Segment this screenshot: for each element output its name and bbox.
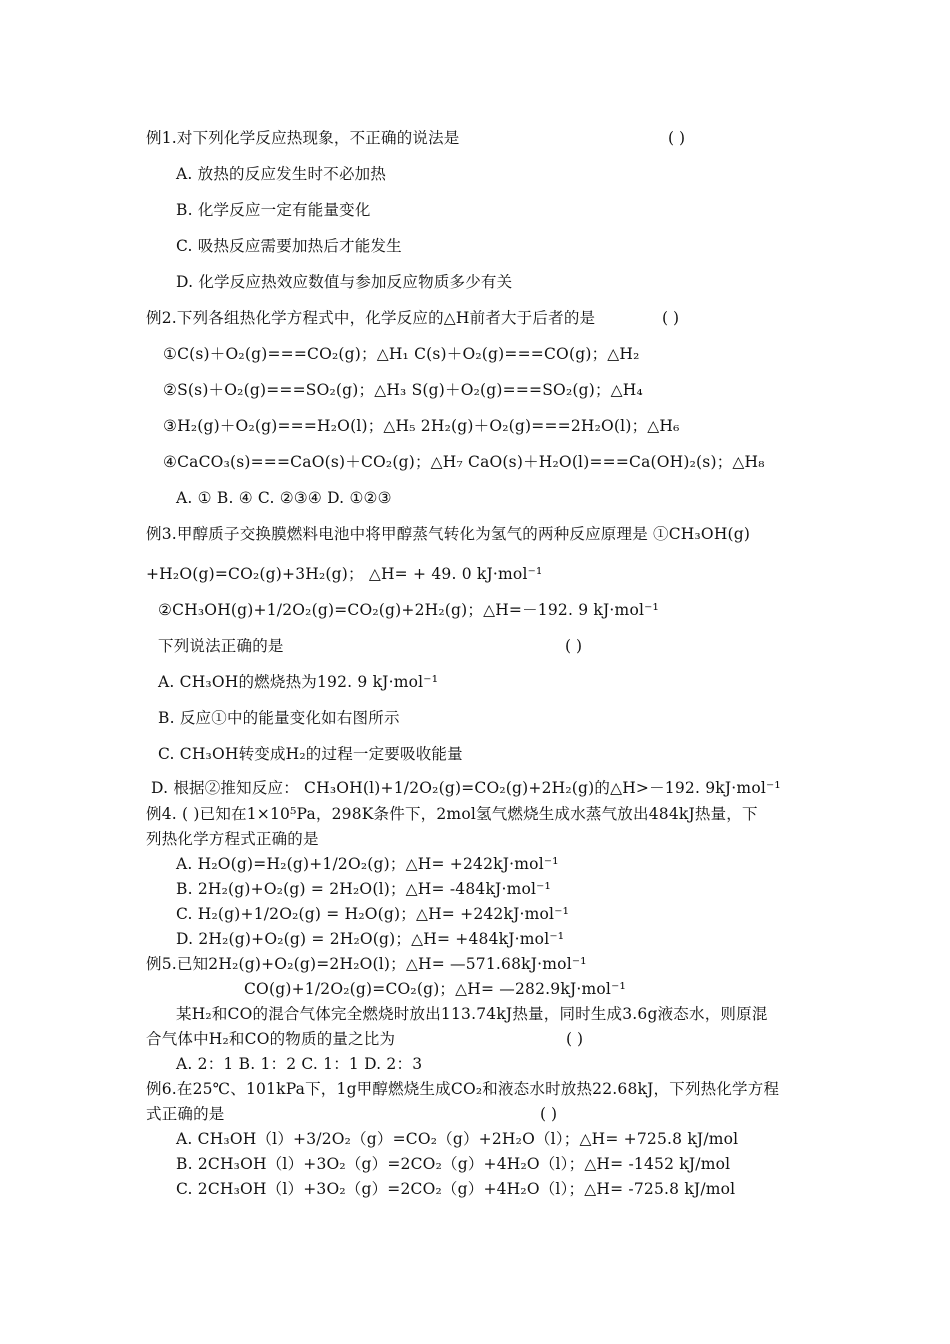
ex3-reaction-2: ②CH₃OH(g)+1/2O₂(g)=CO₂(g)+2H₂(g)；△H=－192. 9 kJ·mol⁻¹	[158, 601, 659, 619]
ex3-answer-blank: ( )	[565, 637, 583, 655]
ex1-answer-blank: ( )	[668, 129, 686, 147]
ex6-option-c: C. 2CH₃OH（l）+3O₂（g）=2CO₂（g）+4H₂O（l）；△H= -725.8 kJ/mol	[176, 1180, 736, 1198]
ex5-given-1: 例5.已知2H₂(g)+O₂(g)=2H₂O(l)；△H= —571.68kJ·mol⁻¹	[146, 955, 587, 973]
ex2-question: 例2.下列各组热化学方程式中，化学反应的△H前者大于后者的是	[146, 309, 596, 327]
ex3-reaction-1: +H₂O(g)=CO₂(g)+3H₂(g)； △H= + 49. 0 kJ·mol⁻¹	[146, 565, 543, 583]
ex3-question: 例3.甲醇质子交换膜燃料电池中将甲醇蒸气转化为氢气的两种反应原理是 ①CH₃OH(g)	[146, 525, 751, 543]
ex6-option-b: B. 2CH₃OH（l）+3O₂（g）=2CO₂（g）+4H₂O（l）；△H= -1452 kJ/mol	[176, 1155, 731, 1173]
ex1-option-d: D. 化学反应热效应数值与参加反应物质多少有关	[176, 273, 513, 291]
ex6-answer-blank: ( )	[540, 1105, 558, 1123]
ex5-given-2: CO(g)+1/2O₂(g)=CO₂(g)；△H= —282.9kJ·mol⁻¹	[244, 980, 626, 998]
ex5-answer-blank: ( )	[566, 1030, 584, 1048]
ex4-question-line-2: 列热化学方程式正确的是	[146, 830, 319, 848]
ex3-option-d: D. 根据②推知反应： CH₃OH(l)+1/2O₂(g)=CO₂(g)+2H₂(g)的△H>－192. 9kJ·mol⁻¹	[151, 779, 781, 797]
ex4-option-c: C. H₂(g)+1/2O₂(g) = H₂O(g)；△H= +242kJ·mol⁻¹	[176, 905, 570, 923]
ex2-equation-row-4: ④CaCO₃(s)===CaO(s)＋CO₂(g)；△H₇ CaO(s)＋H₂O(l)===Ca(OH)₂(s)；△H₈	[163, 453, 765, 471]
ex5-question-line-2: 合气体中H₂和CO的物质的量之比为	[146, 1030, 396, 1048]
ex3-prompt: 下列说法正确的是	[158, 637, 284, 655]
ex6-option-a: A. CH₃OH（l）+3/2O₂（g）=CO₂（g）+2H₂O（l）；△H= +725.8 kJ/mol	[176, 1130, 739, 1148]
ex3-option-a: A. CH₃OH的燃烧热为192. 9 kJ·mol⁻¹	[158, 673, 439, 691]
ex3-option-b: B. 反应①中的能量变化如右图所示	[158, 709, 400, 727]
ex5-question-line-1: 某H₂和CO的混合气体完全燃烧时放出113.74kJ热量，同时生成3.6g液态水，则原混	[176, 1005, 768, 1023]
ex4-option-d: D. 2H₂(g)+O₂(g) = 2H₂O(g)；△H= +484kJ·mol⁻¹	[176, 930, 565, 948]
ex5-options: A. 2：1 B. 1：2 C. 1：1 D. 2：3	[176, 1055, 423, 1073]
ex1-question: 例1.对下列化学反应热现象，不正确的说法是	[146, 129, 460, 147]
ex6-question-line-2: 式正确的是	[146, 1105, 225, 1123]
ex2-equation-row-2: ②S(s)＋O₂(g)===SO₂(g)；△H₃ S(g)＋O₂(g)===SO₂(g)；△H₄	[163, 381, 643, 399]
ex1-option-b: B. 化学反应一定有能量变化	[176, 201, 371, 219]
ex3-option-c: C. CH₃OH转变成H₂的过程一定要吸收能量	[158, 745, 463, 763]
ex2-equation-row-3: ③H₂(g)＋O₂(g)===H₂O(l)；△H₅ 2H₂(g)＋O₂(g)===2H₂O(l)；△H₆	[163, 417, 680, 435]
ex6-question-line-1: 例6.在25℃、101kPa下，1g甲醇燃烧生成CO₂和液态水时放热22.68kJ，下列热化学方程	[146, 1080, 780, 1098]
ex2-equation-row-1: ①C(s)＋O₂(g)===CO₂(g)；△H₁ C(s)＋O₂(g)===CO(g)；△H₂	[163, 345, 640, 363]
ex1-option-c: C. 吸热反应需要加热后才能发生	[176, 237, 402, 255]
ex1-option-a: A. 放热的反应发生时不必加热	[176, 165, 387, 183]
ex2-answer-blank: ( )	[662, 309, 680, 327]
ex4-option-b: B. 2H₂(g)+O₂(g) = 2H₂O(l)；△H= -484kJ·mol⁻¹	[176, 880, 551, 898]
ex4-option-a: A. H₂O(g)=H₂(g)+1/2O₂(g)；△H= +242kJ·mol⁻¹	[176, 855, 559, 873]
ex4-question-line-1: 例4. ( )已知在1×10⁵Pa，298K条件下，2mol氢气燃烧生成水蒸气放出484kJ热量，下	[146, 805, 758, 823]
ex2-options: A. ① B. ④ C. ②③④ D. ①②③	[176, 489, 392, 507]
